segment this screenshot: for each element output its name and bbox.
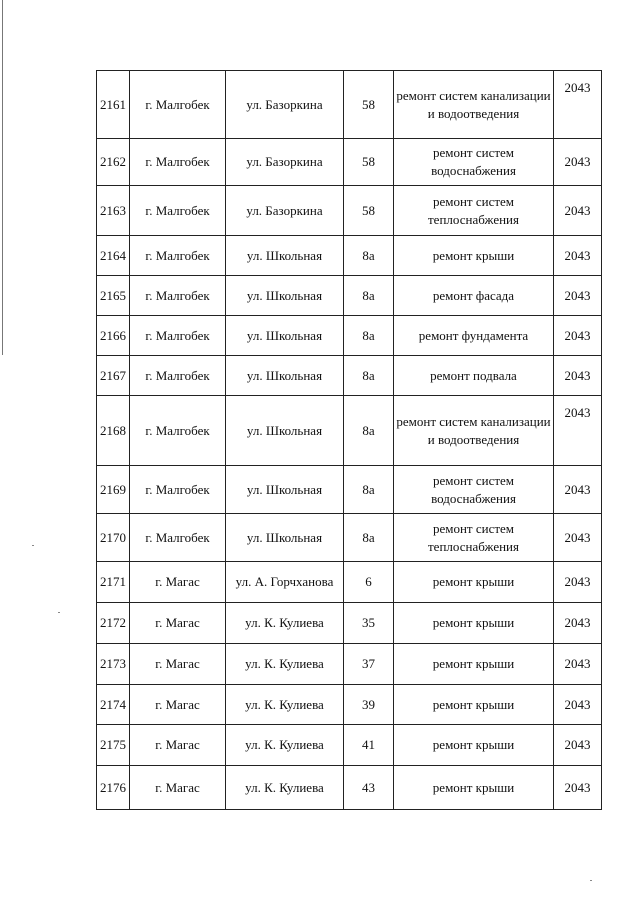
work-type-cell: ремонт фундамента — [394, 316, 554, 356]
house-cell: 37 — [344, 644, 394, 685]
street-cell: ул. К. Кулиева — [226, 685, 344, 725]
house-cell: 8а — [344, 236, 394, 276]
table-row — [97, 356, 602, 396]
year-cell: 2043 — [554, 396, 602, 466]
work-type-cell: ремонт систем канализации и водоотведения — [394, 71, 554, 139]
street-cell: ул. Школьная — [226, 276, 344, 316]
table-row — [97, 644, 602, 685]
table-row — [97, 685, 602, 725]
table-row — [97, 236, 602, 276]
work-type-cell: ремонт подвала — [394, 356, 554, 396]
street-cell: ул. Школьная — [226, 316, 344, 356]
street-cell: ул. К. Кулиева — [226, 644, 344, 685]
work-type-cell: ремонт крыши — [394, 766, 554, 810]
street-cell: ул. К. Кулиева — [226, 766, 344, 810]
city-cell: г. Малгобек — [130, 514, 226, 562]
street-cell: ул. К. Кулиева — [226, 603, 344, 644]
house-cell: 8а — [344, 356, 394, 396]
scan-speck — [58, 612, 60, 613]
house-cell: 39 — [344, 685, 394, 725]
table-row — [97, 725, 602, 766]
work-type-cell: ремонт систем теплоснабжения — [394, 186, 554, 236]
city-cell: г. Магас — [130, 766, 226, 810]
house-cell: 35 — [344, 603, 394, 644]
table-row — [97, 139, 602, 186]
work-type-cell: ремонт крыши — [394, 236, 554, 276]
row-number: 2162 — [97, 139, 130, 186]
city-cell: г. Магас — [130, 562, 226, 603]
table-row — [97, 603, 602, 644]
street-cell: ул. Школьная — [226, 514, 344, 562]
table-row — [97, 276, 602, 316]
row-number: 2176 — [97, 766, 130, 810]
house-cell: 8а — [344, 466, 394, 514]
street-cell: ул. Базоркина — [226, 71, 344, 139]
year-cell: 2043 — [554, 71, 602, 139]
year-cell: 2043 — [554, 276, 602, 316]
city-cell: г. Малгобек — [130, 466, 226, 514]
row-number: 2171 — [97, 562, 130, 603]
year-cell: 2043 — [554, 316, 602, 356]
city-cell: г. Малгобек — [130, 139, 226, 186]
year-cell: 2043 — [554, 466, 602, 514]
house-cell: 8а — [344, 396, 394, 466]
row-number: 2168 — [97, 396, 130, 466]
work-type-cell: ремонт фасада — [394, 276, 554, 316]
year-cell: 2043 — [554, 685, 602, 725]
row-number: 2167 — [97, 356, 130, 396]
house-cell: 41 — [344, 725, 394, 766]
city-cell: г. Малгобек — [130, 356, 226, 396]
street-cell: ул. К. Кулиева — [226, 725, 344, 766]
city-cell: г. Малгобек — [130, 316, 226, 356]
street-cell: ул. Школьная — [226, 396, 344, 466]
row-number: 2164 — [97, 236, 130, 276]
year-cell: 2043 — [554, 562, 602, 603]
city-cell: г. Магас — [130, 644, 226, 685]
row-number: 2166 — [97, 316, 130, 356]
work-type-cell: ремонт крыши — [394, 603, 554, 644]
row-number: 2163 — [97, 186, 130, 236]
work-type-cell: ремонт крыши — [394, 562, 554, 603]
city-cell: г. Малгобек — [130, 276, 226, 316]
scan-speck — [590, 880, 592, 881]
street-cell: ул. Школьная — [226, 236, 344, 276]
year-cell: 2043 — [554, 236, 602, 276]
table-row — [97, 466, 602, 514]
street-cell: ул. Базоркина — [226, 186, 344, 236]
house-cell: 8а — [344, 514, 394, 562]
scan-speck — [32, 545, 34, 546]
work-type-cell: ремонт систем канализации и водоотведения — [394, 396, 554, 466]
row-number: 2161 — [97, 71, 130, 139]
year-cell: 2043 — [554, 186, 602, 236]
table-row — [97, 562, 602, 603]
page-margin-line — [2, 0, 3, 355]
row-number: 2173 — [97, 644, 130, 685]
work-type-cell: ремонт крыши — [394, 685, 554, 725]
year-cell: 2043 — [554, 356, 602, 396]
house-cell: 58 — [344, 139, 394, 186]
year-cell: 2043 — [554, 139, 602, 186]
row-number: 2169 — [97, 466, 130, 514]
table-row — [97, 71, 602, 139]
house-cell: 8а — [344, 316, 394, 356]
street-cell: ул. Школьная — [226, 356, 344, 396]
table-row — [97, 186, 602, 236]
street-cell: ул. А. Горчханова — [226, 562, 344, 603]
street-cell: ул. Базоркина — [226, 139, 344, 186]
row-number: 2172 — [97, 603, 130, 644]
year-cell: 2043 — [554, 514, 602, 562]
year-cell: 2043 — [554, 603, 602, 644]
year-cell: 2043 — [554, 725, 602, 766]
work-type-cell: ремонт систем водоснабжения — [394, 139, 554, 186]
work-type-cell: ремонт крыши — [394, 725, 554, 766]
row-number: 2170 — [97, 514, 130, 562]
city-cell: г. Магас — [130, 685, 226, 725]
city-cell: г. Магас — [130, 725, 226, 766]
city-cell: г. Малгобек — [130, 186, 226, 236]
year-cell: 2043 — [554, 644, 602, 685]
city-cell: г. Малгобек — [130, 396, 226, 466]
city-cell: г. Малгобек — [130, 236, 226, 276]
table-row — [97, 396, 602, 466]
house-cell: 58 — [344, 186, 394, 236]
city-cell: г. Магас — [130, 603, 226, 644]
table-row — [97, 514, 602, 562]
year-cell: 2043 — [554, 766, 602, 810]
street-cell: ул. Школьная — [226, 466, 344, 514]
house-cell: 8а — [344, 276, 394, 316]
row-number: 2165 — [97, 276, 130, 316]
work-type-cell: ремонт крыши — [394, 644, 554, 685]
table-row — [97, 316, 602, 356]
city-cell: г. Малгобек — [130, 71, 226, 139]
table-row — [97, 766, 602, 810]
work-type-cell: ремонт систем теплоснабжения — [394, 514, 554, 562]
house-cell: 43 — [344, 766, 394, 810]
row-number: 2174 — [97, 685, 130, 725]
repair-schedule-table — [96, 70, 602, 810]
work-type-cell: ремонт систем водоснабжения — [394, 466, 554, 514]
house-cell: 58 — [344, 71, 394, 139]
house-cell: 6 — [344, 562, 394, 603]
row-number: 2175 — [97, 725, 130, 766]
